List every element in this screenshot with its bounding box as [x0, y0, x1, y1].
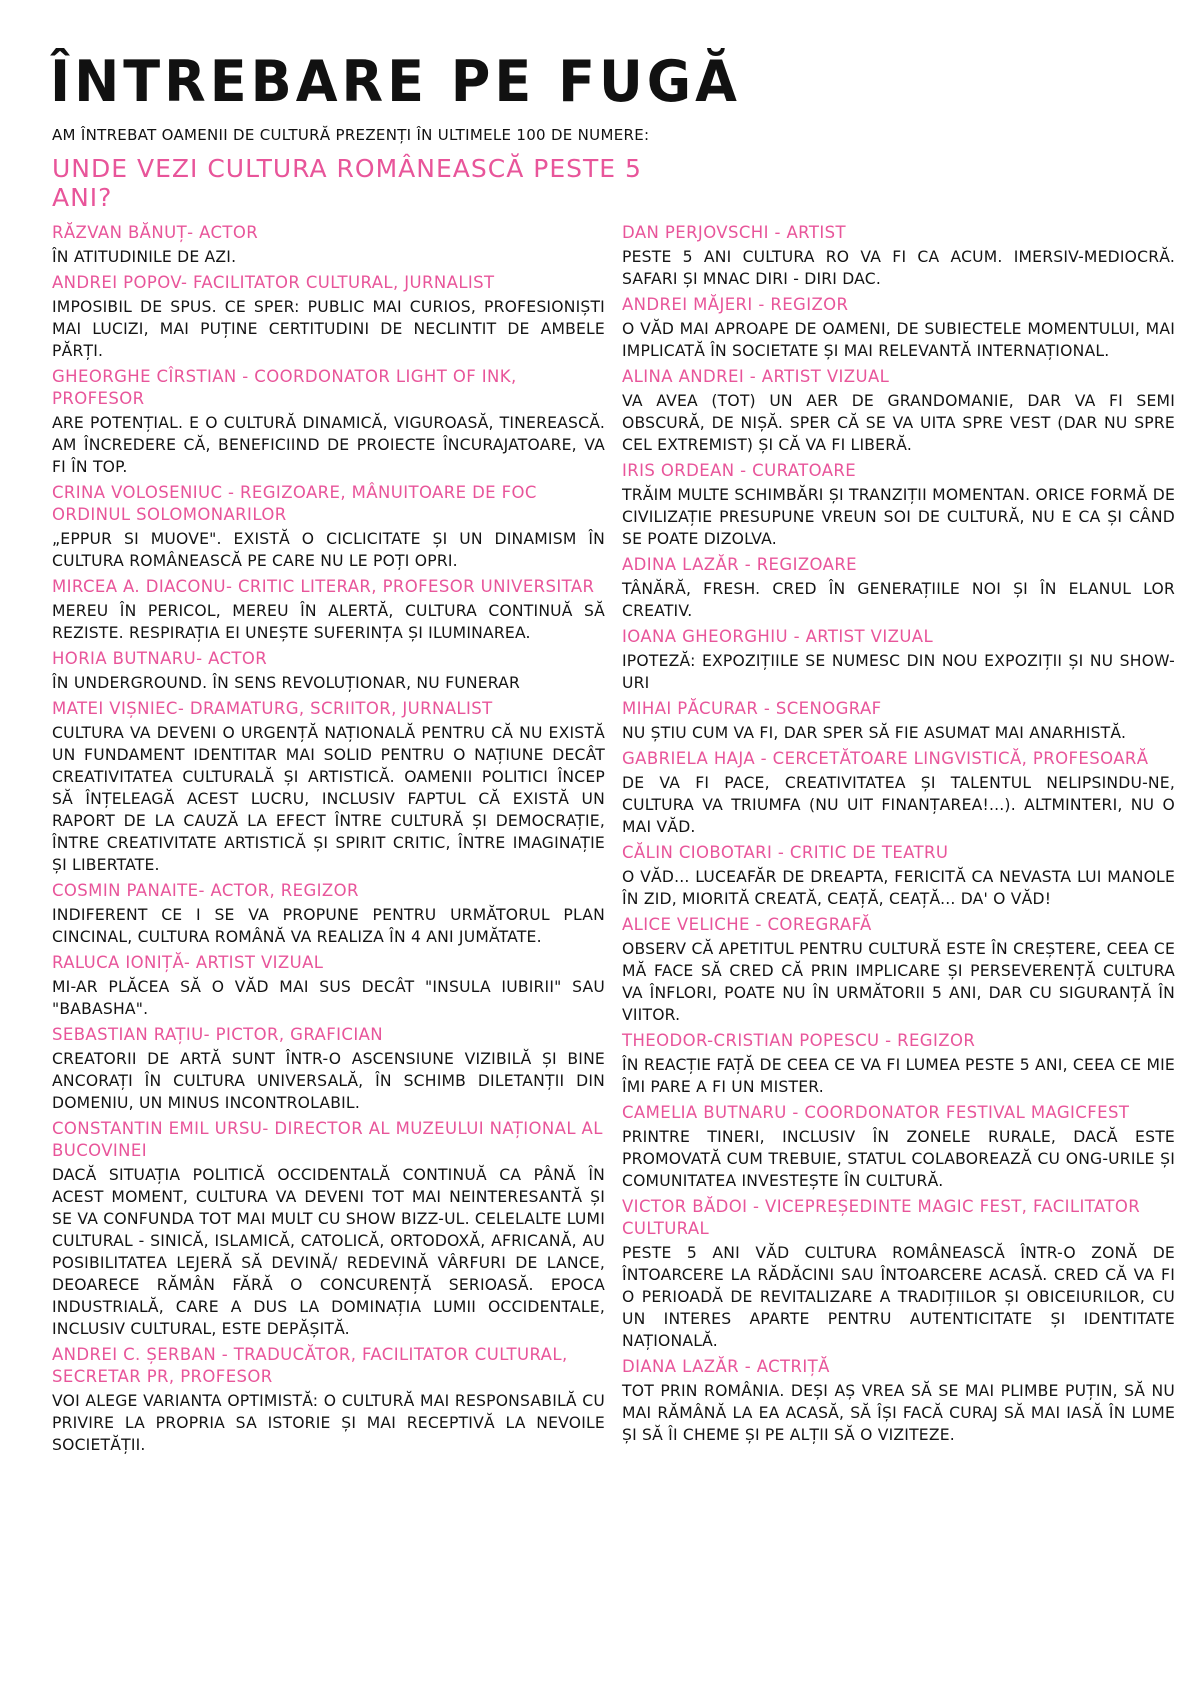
left-column: [52, 222, 605, 1460]
answer-entry: [52, 698, 605, 876]
respondent-name: RALUCA IONIȚĂ- ARTIST VIZUAL: [52, 953, 324, 972]
answer-entry: [622, 698, 1175, 744]
respondent-name: ADINA LAZĂR - REGIZOARE: [622, 555, 858, 574]
answer-entry: [52, 576, 605, 644]
respondent-answer: CREATORII DE ARTĂ SUNT ÎNTR-O ASCENSIUNE VIZIBILĂ ȘI BINE ANCORAȚI ÎN CULTURA UNIVERSALĂ, ÎN SCHIMB DILETANȚII DIN DOMENIU, UN MINUS INCONTROLABIL.: [52, 1050, 605, 1112]
answer-entry: [622, 1356, 1175, 1446]
answer-entry: [52, 648, 605, 694]
respondent-answer: „EPPUR SI MUOVE". EXISTĂ O CICLICITATE ȘI UN DINAMISM ÎN CULTURA ROMÂNEASCĂ PE CARE NU LE POȚI OPRI.: [52, 530, 605, 570]
answer-entry: [622, 554, 1175, 622]
answer-entry: [622, 626, 1175, 694]
answer-entry: [622, 366, 1175, 456]
respondent-answer: NU ȘTIU CUM VA FI, DAR SPER SĂ FIE ASUMAT MAI ANARHISTĂ.: [622, 724, 1127, 742]
answer-entry: [622, 294, 1175, 362]
respondent-answer: IMPOSIBIL DE SPUS. CE SPER: PUBLIC MAI CURIOS, PROFESIONIȘTI MAI LUCIZI, MAI PUȚINE CERTITUDINI DE NECLINTIT DE AMBELE PĂRȚI.: [52, 298, 605, 360]
respondent-name: ALINA ANDREI - ARTIST VIZUAL: [622, 367, 890, 386]
respondent-answer: VA AVEA (TOT) UN AER DE GRANDOMANIE, DAR VA FI SEMI OBSCURĂ, DE NIȘĂ. SPER CĂ SE VA UITA SPRE VEST (DAR NU SPRE CEL EXTREMIST) ȘI CĂ VA FI LIBERĂ.: [622, 392, 1175, 454]
respondent-name: ANDREI POPOV- FACILITATOR CULTURAL, JURNALIST: [52, 273, 495, 292]
answer-entry: [52, 1344, 605, 1456]
respondent-name: MIHAI PĂCURAR - SCENOGRAF: [622, 699, 882, 718]
respondent-name: THEODOR-CRISTIAN POPESCU - REGIZOR: [622, 1031, 976, 1050]
respondent-name: GABRIELA HAJA - CERCETĂTOARE LINGVISTICĂ, PROFESOARĂ: [622, 749, 1149, 768]
respondent-name: DAN PERJOVSCHI - ARTIST: [622, 223, 846, 242]
answer-entry: [52, 222, 605, 268]
respondent-name: CĂLIN CIOBOTARI - CRITIC DE TEATRU: [622, 843, 949, 862]
respondent-name: IRIS ORDEAN - CURATOARE: [622, 461, 857, 480]
respondent-name: COSMIN PANAITE- ACTOR, REGIZOR: [52, 881, 359, 900]
answer-entry: [52, 1024, 605, 1114]
answer-entry: [622, 748, 1175, 838]
respondent-name: CRINA VOLOSENIUC - REGIZOARE, MÂNUITOARE DE FOC ORDINUL SOLOMONARILOR: [52, 483, 537, 524]
respondent-answer: MEREU ÎN PERICOL, MEREU ÎN ALERTĂ, CULTURA CONTINUĂ SĂ REZISTE. RESPIRAȚIA EI UNEȘTE SUFERINȚA ȘI ILUMINAREA.: [52, 602, 605, 642]
respondent-answer: PESTE 5 ANI CULTURA RO VA FI CA ACUM. IMERSIV-MEDIOCRĂ. SAFARI ȘI MNAC DIRI - DIRI DAC.: [622, 248, 1175, 288]
respondent-answer: CULTURA VA DEVENI O URGENȚĂ NAȚIONALĂ PENTRU CĂ NU EXISTĂ UN FUNDAMENT IDENTITAR MAI SOLID PENTRU O NAȚIUNE DECÂT CREATIVITATEA CULTURALĂ ȘI ARTISTICĂ. OAMENII POLITICI ÎNCEP SĂ ÎNȚELEAGĂ ACEST LUCRU, INCLUSIV FAPTUL CĂ EXISTĂ UN RAPORT DE LA CAUZĂ LA EFECT ÎNTRE CULTURĂ ȘI DEMOCRAȚIE, ÎNTRE CREATIVITATE ARTISTICĂ ȘI SPIRIT CRITIC, ÎNTRE IMAGINAȚIE ȘI LIBERTATE.: [52, 724, 605, 874]
answer-entry: [622, 222, 1175, 290]
respondent-name: MIRCEA A. DIACONU- CRITIC LITERAR, PROFESOR UNIVERSITAR: [52, 577, 595, 596]
answer-entry: [52, 272, 605, 362]
answer-entry: [52, 952, 605, 1020]
respondent-name: GHEORGHE CÎRSTIAN - COORDONATOR LIGHT OF INK, PROFESOR: [52, 367, 517, 408]
answer-entry: [622, 914, 1175, 1026]
answer-entry: [622, 842, 1175, 910]
respondent-answer: IPOTEZĂ: EXPOZIȚIILE SE NUMESC DIN NOU EXPOZIȚII ȘI NU SHOW-URI: [622, 652, 1175, 692]
respondent-answer: ÎN REACȚIE FAȚĂ DE CEEA CE VA FI LUMEA PESTE 5 ANI, CEEA CE MIE ÎMI PARE A FI UN MISTER.: [622, 1056, 1175, 1096]
respondent-answer: VOI ALEGE VARIANTA OPTIMISTĂ: O CULTURĂ MAI RESPONSABILĂ CU PRIVIRE LA PROPRIA SA ISTORIE ȘI MAI RECEPTIVĂ LA NEVOILE SOCIETĂȚII.: [52, 1392, 605, 1454]
respondent-name: HORIA BUTNARU- ACTOR: [52, 649, 268, 668]
respondent-name: CAMELIA BUTNARU - COORDONATOR FESTIVAL MAGICFEST: [622, 1103, 1130, 1122]
respondent-answer: PESTE 5 ANI VĂD CULTURA ROMÂNEASCĂ ÎNTR-O ZONĂ DE ÎNTOARCERE LA RĂDĂCINI SAU ÎNTOARCERE ACASĂ. CRED CĂ VA FI O PERIOADĂ DE REVITALIZARE A TRADIȚIILOR ȘI OBICEIURILOR, CU UN INTERES APARTE PENTRU AUTENTICITATE ȘI IDENTITATE NAȚIONALĂ.: [622, 1244, 1175, 1350]
respondent-answer: O VĂD... LUCEAFĂR DE DREAPTA, FERICITĂ CA NEVASTA LUI MANOLE ÎN ZID, MIORITĂ CREATĂ, CEAȚĂ, CEAȚĂ... DA' O VĂD!: [622, 868, 1175, 908]
respondent-name: ANDREI MĂJERI - REGIZOR: [622, 295, 849, 314]
answer-entry: [52, 482, 605, 572]
answer-entry: [52, 366, 605, 478]
answer-entry: [622, 460, 1175, 550]
respondent-name: DIANA LAZĂR - ACTRIȚĂ: [622, 1357, 830, 1376]
answer-entry: [52, 1118, 605, 1340]
respondent-answer: MI-AR PLĂCEA SĂ O VĂD MAI SUS DECÂT "INSULA IUBIRII" SAU "BABASHA".: [52, 978, 605, 1018]
answer-entry: [52, 880, 605, 948]
respondent-name: MATEI VIȘNIEC- DRAMATURG, SCRIITOR, JURNALIST: [52, 699, 493, 718]
right-column: [622, 222, 1175, 1450]
respondent-answer: PRINTRE TINERI, INCLUSIV ÎN ZONELE RURALE, DACĂ ESTE PROMOVATĂ CUM TREBUIE, STATUL COLABOREAZĂ CU ONG-URILE ȘI COMUNITATEA INVESTEȘTE ÎN CULTURĂ.: [622, 1128, 1175, 1190]
respondent-answer: ÎN ATITUDINILE DE AZI.: [52, 248, 237, 266]
respondent-answer: TRĂIM MULTE SCHIMBĂRI ȘI TRANZIȚII MOMENTAN. ORICE FORMĂ DE CIVILIZAȚIE PRESUPUNE VREUN SOI DE CULTURĂ, NU E CA ȘI CÂND SE POATE DIZOLVA.: [622, 486, 1175, 548]
respondent-answer: ÎN UNDERGROUND. ÎN SENS REVOLUȚIONAR, NU FUNERAR: [52, 674, 521, 692]
answer-entry: [622, 1030, 1175, 1098]
respondent-name: SEBASTIAN RAȚIU- PICTOR, GRAFICIAN: [52, 1025, 384, 1044]
respondent-name: ANDREI C. ȘERBAN - TRADUCĂTOR, FACILITATOR CULTURAL, SECRETAR PR, PROFESOR: [52, 1345, 568, 1386]
respondent-answer: DACĂ SITUAȚIA POLITICĂ OCCIDENTALĂ CONTINUĂ CA PÂNĂ ÎN ACEST MOMENT, CULTURA VA DEVENI TOT MAI NEINTERESANTĂ ȘI SE VA CONFUNDA TOT MAI MULT CU SHOW BIZZ-UL. CELELALTE LUMI CULTURAL - SINICĂ, ISLAMICĂ, CATOLICĂ, ORTODOXĂ, AFRICANĂ, AU POSIBILITATEA LEJERĂ SĂ DEVINĂ/ REDEVINĂ VÂRFURI DE LANCE, DEOARECE RĂMÂN FĂRĂ O CONCURENȚĂ SERIOASĂ. EPOCA INDUSTRIALĂ, CARE A DUS LA DOMINAȚIA LUMII OCCIDENTALE, INCLUSIV CULTURAL, ESTE DEPĂȘITĂ.: [52, 1166, 605, 1338]
respondent-answer: ARE POTENȚIAL. E O CULTURĂ DINAMICĂ, VIGUROASĂ, TINEREASCĂ. AM ÎNCREDERE CĂ, BENEFICIIND DE PROIECTE ÎNCURAJATOARE, VA FI ÎN TOP.: [52, 414, 605, 476]
respondent-answer: INDIFERENT CE I SE VA PROPUNE PENTRU URMĂTORUL PLAN CINCINAL, CULTURA ROMÂNĂ VA REALIZA ÎN 4 ANI JUMĂTATE.: [52, 906, 605, 946]
respondent-answer: TÂNĂRĂ, FRESH. CRED ÎN GENERAȚIILE NOI ȘI ÎN ELANUL LOR CREATIV.: [622, 580, 1175, 620]
respondent-name: ALICE VELICHE - COREGRAFĂ: [622, 915, 872, 934]
respondent-name: RĂZVAN BĂNUȚ- ACTOR: [52, 223, 259, 242]
respondent-name: VICTOR BĂDOI - VICEPREȘEDINTE MAGIC FEST, FACILITATOR CULTURAL: [622, 1197, 1141, 1238]
respondent-answer: TOT PRIN ROMÂNIA. DEȘI AȘ VREA SĂ SE MAI PLIMBE PUȚIN, SĂ NU MAI RĂMÂNĂ LA EA ACASĂ, SĂ ÎȘI FACĂ CURAJ SĂ MAI IASĂ ÎN LUME ȘI SĂ ÎI CHEME ȘI PE ALȚII SĂ O VIZITEZE.: [622, 1382, 1175, 1444]
answer-entry: [622, 1196, 1175, 1352]
respondent-answer: O VĂD MAI APROAPE DE OAMENI, DE SUBIECTELE MOMENTULUI, MAI IMPLICATĂ ÎN SOCIETATE ȘI MAI RELEVANTĂ INTERNAȚIONAL.: [622, 320, 1175, 360]
respondent-name: CONSTANTIN EMIL URSU- DIRECTOR AL MUZEULUI NAȚIONAL AL BUCOVINEI: [52, 1119, 603, 1160]
intro-text: AM ÎNTREBAT OAMENII DE CULTURĂ PREZENȚI ÎN ULTIMELE 100 DE NUMERE:: [52, 126, 650, 144]
respondent-answer: DE VA FI PACE, CREATIVITATEA ȘI TALENTUL NELIPSINDU-NE, CULTURA VA TRIUMFA (NU UIT FINANȚAREA!...). ALTMINTERI, NU O MAI VĂD.: [622, 774, 1175, 836]
answer-entry: [622, 1102, 1175, 1192]
page-title: ÎNTREBARE PE FUGĂ: [50, 48, 741, 115]
respondent-name: IOANA GHEORGHIU - ARTIST VIZUAL: [622, 627, 934, 646]
respondent-answer: OBSERV CĂ APETITUL PENTRU CULTURĂ ESTE ÎN CREȘTERE, CEEA CE MĂ FACE SĂ CRED CĂ PRIN IMPLICARE ȘI PERSEVERENȚĂ CULTURA VA ÎNFLORI, POATE NU ÎN URMĂTORII 5 ANI, DAR CU SIGURANȚĂ ÎN VIITOR.: [622, 940, 1175, 1024]
survey-question: UNDE VEZI CULTURA ROMÂNEASCĂ PESTE 5 ANI?: [52, 154, 642, 212]
